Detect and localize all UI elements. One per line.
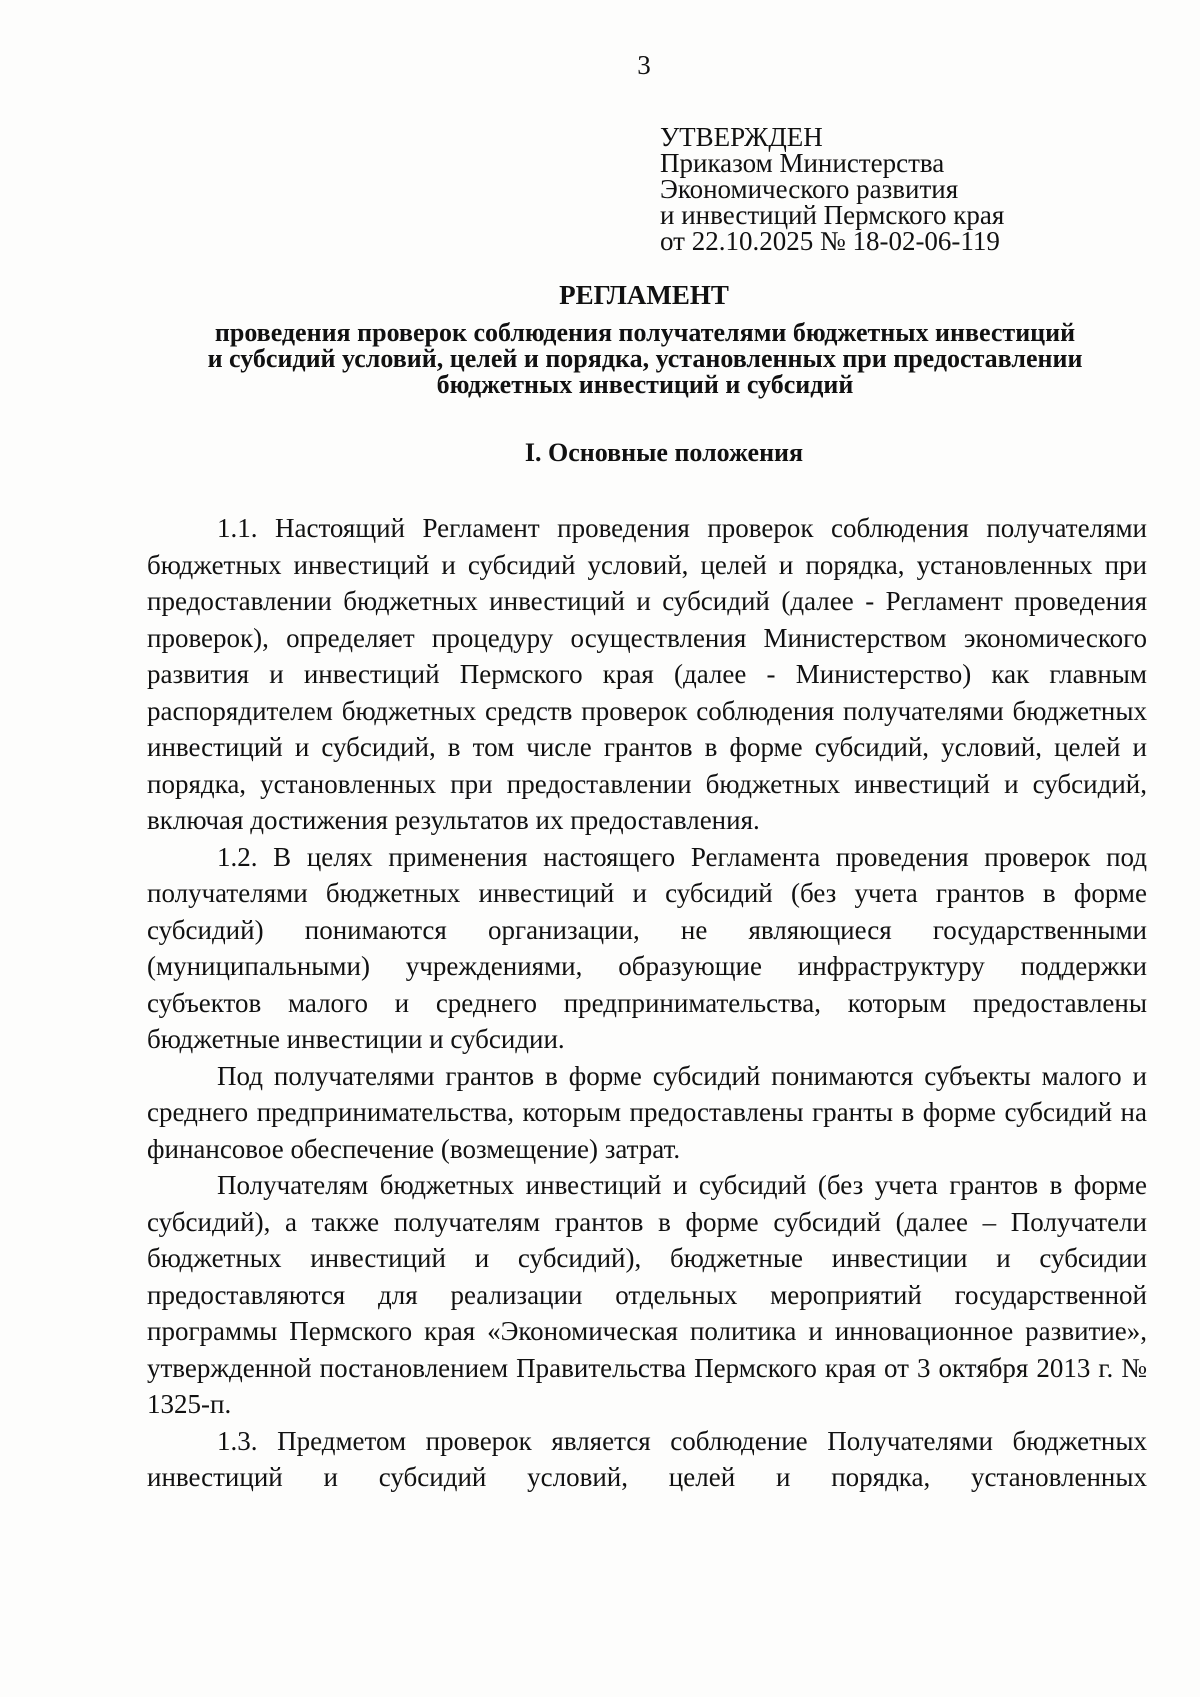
approval-stamp xyxy=(660,124,1090,254)
approval-line: УТВЕРЖДЕН xyxy=(660,122,823,152)
approval-line: и инвестиций Пермского края xyxy=(660,200,1005,230)
paragraph-1-1: 1.1. Настоящий Регламент проведения проверок соблюдения получателями бюджетных инвестиций и субсидий условий, целей и порядка, установленных при предоставлении бюджетных инвестиций и субсидий (далее - Регламент проведения проверок), определяет процедуру осуществления Министерством экономического развития и инвестиций Пермского края (далее - Министерство) как главным распорядителем бюджетных средств проверок соблюдения получателями бюджетных инвестиций и субсидий, в том числе грантов в форме субсидий, условий, целей и порядка, установленных при предоставлении бюджетных инвестиций и субсидий, включая достижения результатов их предоставления. xyxy=(147,513,1147,835)
subtitle-line: проведения проверок соблюдения получателями бюджетных инвестиций xyxy=(214,318,1076,347)
section-heading: I. Основные положения xyxy=(524,438,804,467)
document-title: РЕГЛАМЕНТ xyxy=(559,280,729,310)
document-body xyxy=(147,510,1147,1496)
approval-line: Приказом Министерства xyxy=(660,148,945,178)
paragraph-program: Получателям бюджетных инвестиций и субсидий (без учета грантов в форме субсидий), а также получателям грантов в форме субсидий (далее – Получатели бюджетных инвестиций и субсидий), бюджетные инвестиции и субсидии предоставляются для реализации отдельных мероприятий государственной программы Пермского края «Экономическая политика и инновационное развитие», утвержденной постановлением Правительства Пермского края от 3 октября 2013 г. № 1325-п. xyxy=(147,1170,1147,1419)
paragraph-grant-recipients: Под получателями грантов в форме субсидий понимаются субъекты малого и среднего предпринимательства, которым предоставлены гранты в форме субсидий на финансовое обеспечение (возмещение) затрат. xyxy=(147,1060,1147,1164)
paragraph-1-3: 1.3. Предметом проверок является соблюдение Получателями бюджетных инвестиций и субсидий условий, целей и порядка, установленных xyxy=(147,1425,1147,1492)
approval-line: Экономического развития xyxy=(660,174,959,204)
subtitle-line: и субсидий условий, целей и порядка, установленных при предоставлении xyxy=(207,344,1083,373)
page-number: 3 xyxy=(637,50,651,80)
document-subtitle xyxy=(150,320,1140,398)
approval-line: от 22.10.2025 № 18-02-06-119 xyxy=(660,226,1000,256)
paragraph-1-2: 1.2. В целях применения настоящего Регламента проведения проверок под получателями бюджетных инвестиций и субсидий (без учета грантов в форме субсидий) понимаются организации, не являющиеся государственными (муниципальными) учреждениями, образующие инфраструктуру поддержки субъектов малого и среднего предпринимательства, которым предоставлены бюджетные инвестиции и субсидии. xyxy=(147,841,1147,1054)
subtitle-line: бюджетных инвестиций и субсидий xyxy=(436,370,854,399)
